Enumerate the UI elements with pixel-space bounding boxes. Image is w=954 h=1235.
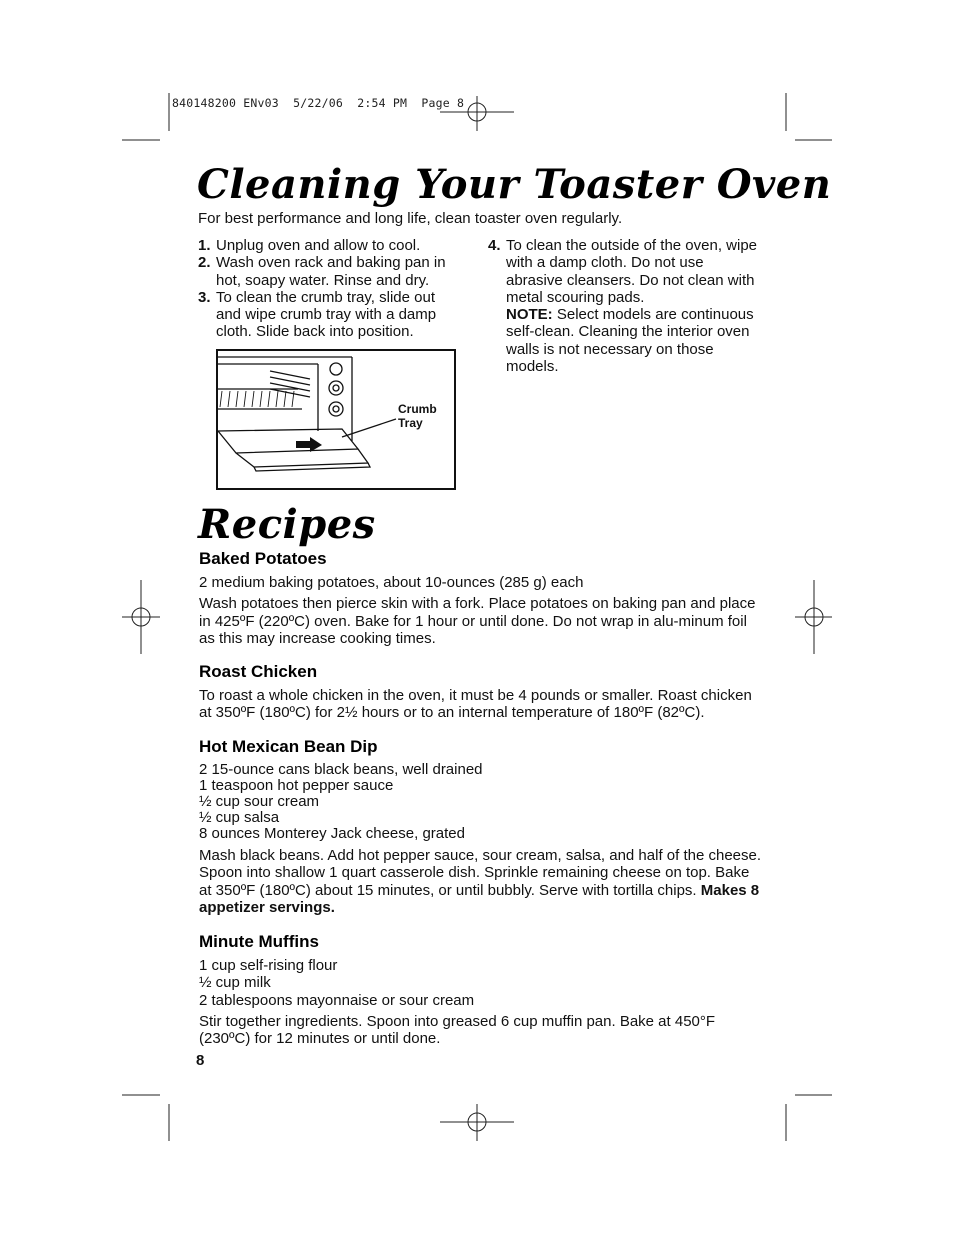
recipe-yield: Makes 8 appetizer servings. — [199, 881, 760, 916]
recipe-minute-muffins — [199, 932, 764, 1047]
recipe-roast-chicken — [199, 662, 764, 722]
recipe-directions: Stir together ingredients. Spoon into greased 6 cup muffin pan. Bake at 450°F (230ºC) for 12 minutes or until done. — [199, 1012, 716, 1048]
step-text: To clean the crumb tray, slide out and wipe crumb tray with a damp cloth. Slide back into position. — [216, 288, 437, 341]
recipe-ingredient: 8 ounces Monterey Jack cheese, grated — [199, 825, 465, 842]
cleaning-step-3 — [198, 289, 463, 341]
note-text: Select models are continuous self-clean. Cleaning the interior oven walls is not necessary on those models. — [506, 306, 754, 376]
recipe-ingredient: 1 teaspoon hot pepper sauce — [199, 777, 394, 794]
cleaning-steps-right — [488, 237, 763, 375]
figure-label-tray: Tray — [398, 416, 423, 430]
figure-label-crumb: Crumb — [398, 402, 437, 416]
cleaning-title: Cleaning Your Toaster Oven — [197, 161, 832, 208]
recipe-ingredient: ½ cup sour cream — [199, 793, 320, 810]
recipe-name: Baked Potatoes — [199, 549, 327, 568]
recipe-directions — [199, 847, 764, 916]
recipe-ingredient: 2 medium baking potatoes, about 10-ounces (285 g) each — [199, 574, 584, 591]
recipes-title: Recipes — [198, 501, 376, 548]
note-label: NOTE: — [506, 306, 553, 324]
cleaning-step-2 — [198, 254, 463, 289]
recipe-ingredient: ½ cup salsa — [199, 809, 280, 826]
registration-target-bottom — [440, 1104, 514, 1141]
recipe-directions: Wash potatoes then pierce skin with a fork. Place potatoes on baking pan and place in 425ºF (220ºC) oven. Bake for 1 hour or until done. Do not wrap in alu-minum foil as this may increase cooking times. — [199, 595, 756, 647]
cleaning-step-1 — [198, 237, 463, 254]
recipe-ingredient: ½ cup milk — [199, 974, 271, 992]
recipe-ingredient: 2 tablespoons mayonnaise or sour cream — [199, 991, 475, 1009]
note — [506, 306, 763, 375]
cleaning-intro: For best performance and long life, clean toaster oven regularly. — [198, 210, 623, 227]
step-number: 3. — [198, 288, 211, 306]
recipe-name: Minute Muffins — [199, 932, 319, 951]
ingredient-list — [199, 957, 764, 1009]
recipe-ingredient: 1 cup self-rising flour — [199, 957, 338, 974]
step-number: 2. — [198, 254, 211, 272]
recipe-hot-mexican-bean-dip — [199, 737, 764, 916]
step-text: Wash oven rack and baking pan in hot, soapy water. Rinse and dry. — [216, 254, 446, 289]
registration-target-right — [795, 580, 832, 654]
recipe-name: Hot Mexican Bean Dip — [199, 737, 378, 756]
toaster-oven-drawing — [218, 351, 454, 488]
step-text: To clean the outside of the oven, wipe with a damp cloth. Do not use abrasive cleansers. Do not clean with metal scouring pads. — [506, 237, 758, 306]
print-slug: 840148200 ENv03 5/22/06 2:54 PM Page 8 — [172, 96, 465, 110]
ingredient-list — [199, 762, 764, 842]
recipe-baked-potatoes — [199, 549, 764, 647]
step-number: 4. — [488, 237, 501, 254]
cleaning-step-4 — [488, 237, 763, 375]
registration-target-left — [122, 580, 160, 654]
recipe-directions: To roast a whole chicken in the oven, it must be 4 pounds or smaller. Roast chicken at 350ºF (180ºC) for 2½ hours or to an internal temperature of 180ºF (82ºC). — [199, 687, 752, 722]
directions-text: Mash black beans. Add hot pepper sauce, sour cream, salsa, and half of the cheese. Spoon into shallow 1 quart casserole dish. Sprinkle remaining cheese on top. Bake at 350ºF (180ºC) about 15 minutes, or until bubbly. Serve with tortilla chips. — [199, 847, 762, 899]
cleaning-steps-left — [198, 237, 463, 341]
page-number: 8 — [196, 1052, 205, 1069]
step-number: 1. — [198, 237, 211, 254]
recipe-ingredient: 2 15-ounce cans black beans, well drained — [199, 761, 483, 778]
step-text: Unplug oven and allow to cool. — [216, 237, 421, 254]
crumb-tray-illustration — [216, 349, 456, 490]
recipe-name: Roast Chicken — [199, 662, 318, 681]
